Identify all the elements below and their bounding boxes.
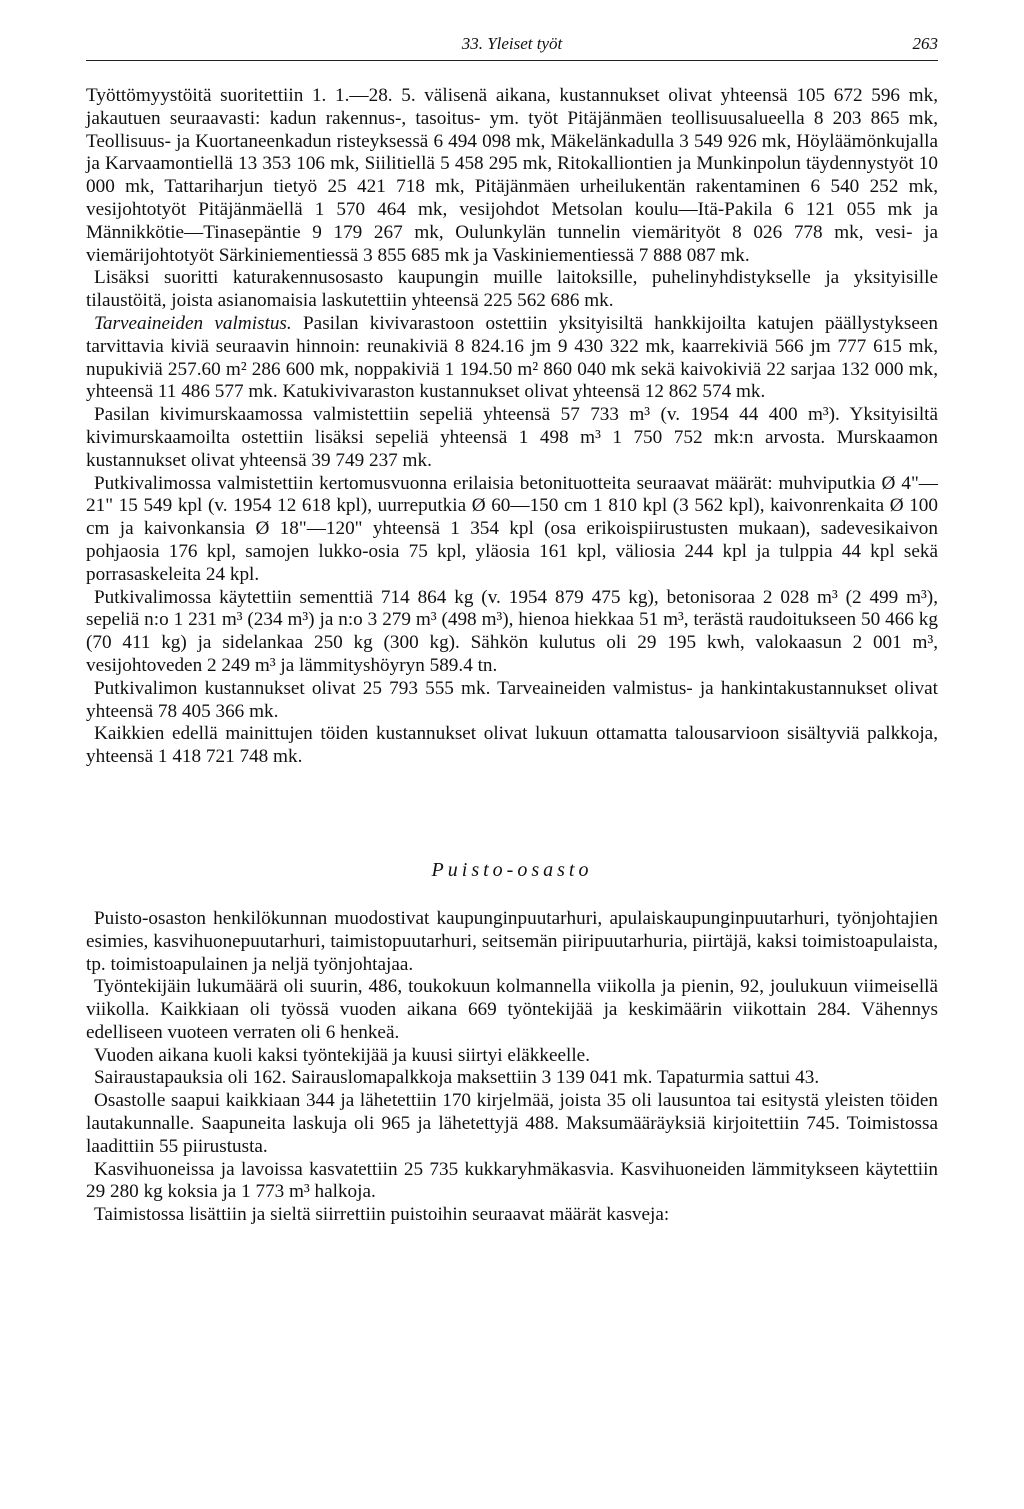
paragraph-putkivalimo-tuotteet: Putkivalimossa valmistettiin kertomusvuonna erilaisia betonituotteita seuraavat määrät: muhviputkia Ø 4"—21" 15 549 kpl (v. 1954 12 618 kpl), uurreputkia Ø 60—150 cm 1 810 kpl (3 562 kpl), kaivonrenkaita Ø 100 cm ja kaivonkansia Ø 18"—120" yhteensä 1 354 kpl (osa erikoispiirustusten mukaan), sadevesikaivon pohjaosia 176 kpl, samojen lukko-osia 75 kpl, yläosia 161 kpl, väliosia 244 kpl ja tulppia 44 kpl sekä porrasaskeleita 24 kpl. bbox=[86, 472, 938, 585]
paragraph-kirjelmat: Osastolle saapui kaikkiaan 344 ja lähetettiin 170 kirjelmää, joista 35 oli lausuntoa tai esitystä yleisten töiden lautakunnalle. Saapuneita laskuja oli 965 ja lähetettyjä 488. Maksumääräyksiä kirjoitettiin 745. Toimistossa laadittiin 55 piirustusta. bbox=[86, 1090, 938, 1157]
paragraph-sairaustapaukset: Sairaustapauksia oli 162. Sairauslomapalkkoja maksettiin 3 139 041 mk. Tapaturmia sattui 43. bbox=[94, 1067, 820, 1089]
paragraph-tyontekijat: Työntekijäin lukumäärä oli suurin, 486, toukokuun kolmannella viikolla ja pienin, 92, joulukuun viimeisellä viikolla. Kaikkiaan oli työssä vuoden aikana 669 työntekijää ja keskimäärin viikottain 284. Vähennys edelliseen vuoteen verraten oli 6 henkeä. bbox=[86, 976, 938, 1043]
paragraph-kokonaiskustannukset: Kaikkien edellä mainittujen töiden kustannukset olivat lukuun ottamatta talousarvioon sisältyviä palkkoja, yhteensä 1 418 721 748 mk. bbox=[86, 723, 938, 768]
paragraph-putkivalimo-materiaalit: Putkivalimossa käytettiin sementtiä 714 864 kg (v. 1954 879 475 kg), betonisoraa 2 028 m³ (2 499 m³), sepeliä n:o 1 231 m³ (234 m³) ja n:o 3 279 m³ (498 m³), hienoa hiekkaa 51 m³, terästä raudoitukseen 50 466 kg (70 411 kg) ja sidelankaa 250 kg (300 kg). Sähkön kulutus oli 29 195 kwh, valokaasun 2 001 m³, vesijohtoveden 2 249 m³ ja lämmityshöyryn 589.4 tn. bbox=[86, 586, 938, 676]
paragraph-tarveaineet bbox=[86, 313, 938, 404]
page-number: 263 bbox=[912, 34, 938, 53]
paragraph-kasvihuoneet: Kasvihuoneissa ja lavoissa kasvatettiin 25 735 kukkaryhmäkasvia. Kasvihuoneiden lämmitykseen käytettiin 29 280 kg koksia ja 1 773 m³ halkoja. bbox=[86, 1158, 938, 1203]
paragraph-taimisto: Taimistossa lisättiin ja sieltä siirrettiin puistoihin seuraavat määrät kasveja: bbox=[94, 1204, 670, 1226]
paragraph-kivimurskaamo: Pasilan kivimurskaamossa valmistettiin sepeliä yhteensä 57 733 m³ (v. 1954 44 400 m³). Yksityisiltä kivimurskaamoilta ostettiin lisäksi sepeliä yhteensä 1 498 m³ 1 750 752 mk:n arvosta. Murskaamon kustannukset olivat yhteensä 39 749 237 mk. bbox=[86, 404, 938, 471]
chapter-title: 33. Yleiset työt bbox=[461, 34, 563, 53]
paragraph-tilaustyot: Lisäksi suoritti katurakennusosasto kaupungin muille laitoksille, puhelinyhdistykselle ja yksityisille tilaustöitä, joista asianomaisia laskutettiin yhteensä 225 562 686 mk. bbox=[86, 267, 938, 312]
inline-heading-tarveaineet: Tarveaineiden valmistus. bbox=[94, 312, 292, 334]
section-heading-puisto-osasto: Puisto-osasto bbox=[431, 858, 593, 881]
paragraph-putkivalimo-kustannukset: Putkivalimon kustannukset olivat 25 793 555 mk. Tarveaineiden valmistus- ja hankintakustannukset olivat yhteensä 78 405 366 mk. bbox=[86, 677, 938, 722]
paragraph-elakkeet: Vuoden aikana kuoli kaksi työntekijää ja kuusi siirtyi eläkkeelle. bbox=[94, 1044, 590, 1066]
tarveaineet-text: Pasilan kivivarastoon ostettiin yksityisiltä hankkijoilta katujen päällystykseen tarvittavia kiviä seuraavin hinnoin: reunakiviä 8 824.16 jm 9 430 322 mk, kaarrekiviä 566 jm 777 615 mk, nupukiviä 257.60 m² 286 600 mk, noppakiviä 1 194.50 m² 860 040 mk sekä kaivokiviä 22 sarjaa 132 000 mk, yhteensä 11 486 577 mk. Katukivivaraston kustannukset olivat yhteensä 12 862 574 mk. bbox=[86, 312, 938, 403]
paragraph-tyottomyystyot: Työttömyystöitä suoritettiin 1. 1.—28. 5. välisenä aikana, kustannukset olivat yhteensä 105 672 596 mk, jakautuen seuraavasti: kadun rakennus-, tasoitus- ym. työt Pitäjänmäen teollisuusalueella 8 203 865 mk, Teollisuus- ja Kuortaneenkadun risteyksessä 6 494 098 mk, Mäkelänkadulla 3 549 926 mk, Höyläämönkujalla ja Karvaamontiellä 13 353 106 mk, Siilitiellä 5 458 295 mk, Ritokalliontien ja Munkinpolun täydennystyöt 10 000 mk, Tattariharjun tietyö 25 421 718 mk, Pitäjänmäen urheilukentän rakentaminen 6 540 252 mk, vesijohtotyöt Pitäjänmäellä 1 570 464 mk, vesijohdot Metsolan koulu—Itä-Pakila 6 121 055 mk ja Männikkötie—Tinasepäntie 9 179 267 mk, Oulunkylän tunnelin viemärityöt 8 026 778 mk, vesi- ja viemärijohtotyöt Särkiniementiessä 3 855 685 mk ja Vaskiniementiessä 7 888 087 mk. bbox=[86, 85, 938, 266]
paragraph-henkilokunta: Puisto-osaston henkilökunnan muodostivat kaupunginpuutarhuri, apulaiskaupunginpuutarhuri, työnjohtajien esimies, kasvihuonepuutarhuri, taimistopuutarhuri, seitsemän piiripuutarhuria, piirtäjä, kaksi toimistoapulaista, tp. toimistoapulainen ja neljä työnjohtajaa. bbox=[86, 907, 938, 975]
header-rule bbox=[86, 60, 938, 61]
running-header bbox=[86, 34, 938, 58]
document-page bbox=[86, 34, 938, 1227]
